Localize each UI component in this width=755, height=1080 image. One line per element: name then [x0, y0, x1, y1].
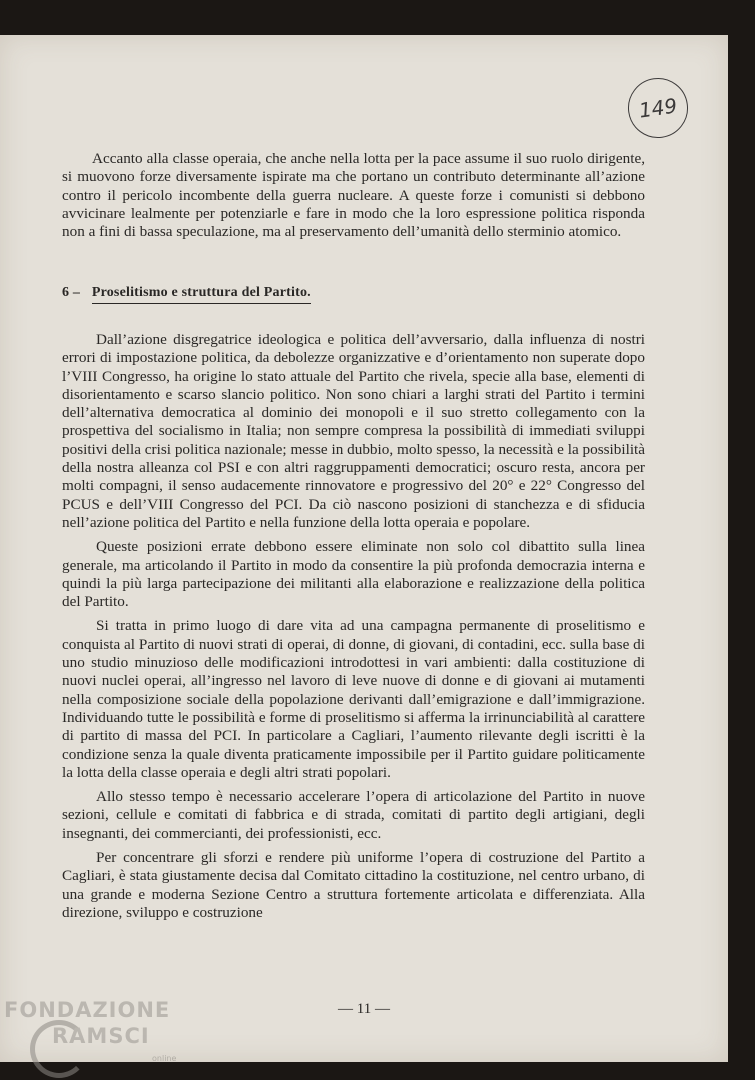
paragraph: Dall’azione disgregatrice ideologica e politica dell’avversario, dalla influenza di nostri errori di impostazione politica, da debolezze organizzative e d’orientamento non superate dopo l’VIII Congresso, ha origine lo stato attuale del Partito che rivela, specie alla base, elementi di disorientamento e scarso slancio politico. Non sono chiari a larghi strati del Partito i termini dell’alternativa democratica al dominio dei monopoli e il suo stretto collegamento con la prospettiva del socialismo in Italia; non sempre compresa la possibilità di immediati sviluppi positivi della crisi politica nazionale; messe in dubbio, molto spesso, la necessità e la possibilità della nostra alleanza col PSI e con altri raggruppamenti democratici; oscuro resta, ancora per molti compagni, il senso audacemente rinnovatore e progressivo del 20° e 22° Congresso del PCUS e dell’VIII Congresso del PCI. Da ciò nascono posizioni di stanchezza e di sfiducia nell’azione politica del Partito e nella funzione della lotta operaia e popolare.	[62, 331, 645, 531]
handwritten-page-number-stamp	[624, 74, 692, 142]
section-heading	[62, 285, 311, 301]
fondazione-gramsci-watermark	[4, 998, 190, 1078]
page-number: — 11 —	[338, 1001, 390, 1017]
paragraph: Allo stesso tempo è necessario accelerare l’opera di articolazione del Partito in nuove sezioni, cellule e comitati di fabbrica e di strada, comitati di partito degli artigiani, degli insegnanti, dei commercianti, dei professionisti, ecc.	[62, 788, 645, 842]
paragraph: Si tratta in primo luogo di dare vita ad una campagna permanente di proselitismo e conquista al Partito di nuovi strati di operai, di donne, di giovani, di contadini, ecc. sulla base di uno studio minuzioso delle modificazioni introdottesi in vari ambienti: dalla costituzione di nuovi nuclei operai, all’ingresso nel lavoro di leve nuove di donne e di giovani ai mutamenti nella composizione sociale della popolazione derivanti dall’emigrazione e dall’immigrazione. Individuando tutte le possibilità e forme di proselitismo si afferma la irrinunciabilità al carattere di partito di massa del PCI. In particolare a Cagliari, l’aumento rilevante degli iscritti è la condizione senza la quale diventa praticamente impossibile per il Partito guidare politicamente la lotta della classe operaia e degli altri strati popolari.	[62, 617, 645, 781]
intro-text-block	[62, 150, 645, 247]
section-title: Proselitismo e struttura del Partito.	[92, 285, 311, 304]
section-body	[62, 331, 645, 928]
paragraph: Per concentrare gli sforzi e rendere più uniforme l’opera di costruzione del Partito a Cagliari, è stata giustamente decisa dal Comitato cittadino la costituzione, nel centro urbano, di una grande e moderna Sezione Centro a struttura fortemente articolata e differenziata. Alla direzione, sviluppo e costruzione	[62, 849, 645, 921]
paragraph: Accanto alla classe operaia, che anche nella lotta per la pace assume il suo ruolo dirigente, si muovono forze diversamente ispirate ma che portano un contributo determinante all’azione contro il pericolo incombente della guerra nucleare. A queste forze i comunisti si debbono avvicinare lealmente per potenziarle e fare in modo che la loro espressione politica risponda non a fini di bassa speculazione, ma al preservamento dell’umanità dello sterminio atomico.	[62, 150, 645, 241]
watermark-small: online	[152, 1054, 177, 1063]
paragraph: Queste posizioni errate debbono essere eliminate non solo col dibattito sulla linea generale, ma articolando il Partito in modo da consentire la più profonda democrazia interna e quindi la più larga partecipazione dei militanti alla elaborazione e realizzazione della politica del Partito.	[62, 538, 645, 611]
watermark-line1: FONDAZIONE	[4, 998, 171, 1022]
watermark-line2: RAMSCI	[52, 1024, 150, 1048]
document-page	[0, 35, 728, 1062]
section-number: 6 –	[62, 285, 81, 300]
stamp-number: 149	[637, 93, 679, 123]
